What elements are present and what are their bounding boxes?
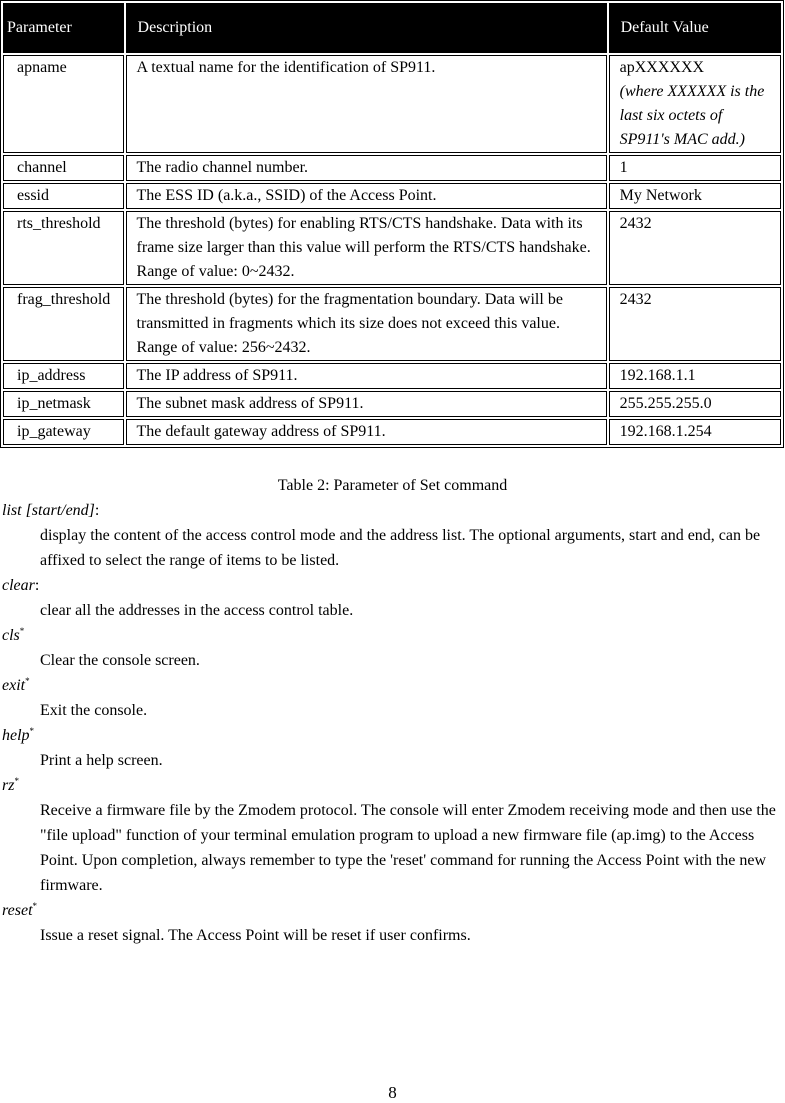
- command-name: [2, 573, 785, 598]
- param-description: A textual name for the identification of SP911.: [126, 55, 607, 153]
- table-row: [3, 363, 781, 389]
- param-description: The threshold (bytes) for the fragmentation boundary. Data will be transmitted in fragments which its size does not exceed this value. Range of value: 256~2432.: [126, 287, 607, 361]
- param-description: The ESS ID (a.k.a., SSID) of the Access Point.: [126, 183, 607, 209]
- command-name: [2, 498, 785, 523]
- param-name: frag_threshold: [3, 287, 124, 361]
- command-name: [2, 623, 785, 648]
- param-default-value: apXXXXXX: [619, 59, 705, 76]
- param-name: rts_threshold: [3, 211, 124, 285]
- param-default-note: (where XXXXXX is the last six octets of SP911's MAC add.): [619, 83, 765, 148]
- command-label: clear: [2, 577, 35, 594]
- command-label: help: [2, 727, 30, 744]
- param-name: ip_netmask: [3, 391, 124, 417]
- command-label: rz: [2, 777, 15, 794]
- command-label: cls: [2, 627, 20, 644]
- table-caption: Table 2: Parameter of Set command: [277, 477, 508, 494]
- parameter-table: [0, 0, 784, 448]
- table-row: [3, 287, 781, 361]
- param-description: The threshold (bytes) for enabling RTS/CTS handshake. Data with its frame size larger than this value will perform the RTS/CTS handshake. Range of value: 0~2432.: [126, 211, 607, 285]
- command-name: [2, 673, 785, 698]
- command-description: Issue a reset signal. The Access Point will be reset if user confirms.: [40, 927, 471, 944]
- table-header-row: [3, 3, 781, 53]
- param-name: essid: [3, 183, 124, 209]
- command-name: [2, 723, 785, 748]
- table-row: [3, 391, 781, 417]
- param-description: The radio channel number.: [126, 155, 607, 181]
- table-row: [3, 419, 781, 445]
- param-default: 192.168.1.1: [609, 363, 781, 389]
- command-marker: *: [29, 726, 35, 736]
- command-label: exit: [2, 677, 26, 694]
- param-default: 2432: [609, 211, 781, 285]
- table-row: [3, 155, 781, 181]
- param-default: 192.168.1.254: [609, 419, 781, 445]
- param-name: ip_gateway: [3, 419, 124, 445]
- command-marker: *: [14, 776, 19, 786]
- command-label: reset: [2, 902, 33, 919]
- header-parameter: Parameter: [3, 3, 124, 53]
- param-name: channel: [3, 155, 124, 181]
- command-marker: *: [32, 901, 38, 911]
- command-label: list [start/end]: [2, 502, 95, 519]
- command-marker: *: [19, 626, 25, 636]
- param-default: [609, 55, 781, 153]
- command-name: [2, 898, 785, 923]
- param-default: 255.255.255.0: [609, 391, 781, 417]
- param-name: apname: [3, 55, 124, 153]
- param-description: The IP address of SP911.: [126, 363, 607, 389]
- header-description: Description: [126, 3, 607, 53]
- param-name: ip_address: [3, 363, 124, 389]
- param-description: The subnet mask address of SP911.: [126, 391, 607, 417]
- table-row: [3, 211, 781, 285]
- param-default: 2432: [609, 287, 781, 361]
- command-description: clear all the addresses in the access control table.: [40, 602, 354, 619]
- table-row: [3, 183, 781, 209]
- table-row: [3, 55, 781, 153]
- command-list: [2, 498, 785, 948]
- command-name: [2, 773, 785, 798]
- command-description: Clear the console screen.: [40, 652, 200, 669]
- param-default: My Network: [609, 183, 781, 209]
- command-description: Exit the console.: [40, 702, 148, 719]
- param-description: The default gateway address of SP911.: [126, 419, 607, 445]
- command-description: display the content of the access control mode and the address list. The optional arguments, start and end, can be affixed to select the range of items to be listed.: [40, 527, 761, 569]
- header-default-value: Default Value: [609, 3, 781, 53]
- command-description: Print a help screen.: [40, 752, 163, 769]
- command-suffix: :: [94, 502, 100, 519]
- param-default: 1: [609, 155, 781, 181]
- command-description: Receive a firmware file by the Zmodem protocol. The console will enter Zmodem receiving mode and then use the "file upload" function of your terminal emulation program to upload a new firmware file (ap.img) to the Access Point. Upon completion, always remember to type the 'reset' command for running the Access Point with the new firmware.: [40, 802, 776, 894]
- command-marker: *: [25, 676, 30, 686]
- command-suffix: :: [34, 577, 40, 594]
- page-number: 8: [388, 1083, 397, 1102]
